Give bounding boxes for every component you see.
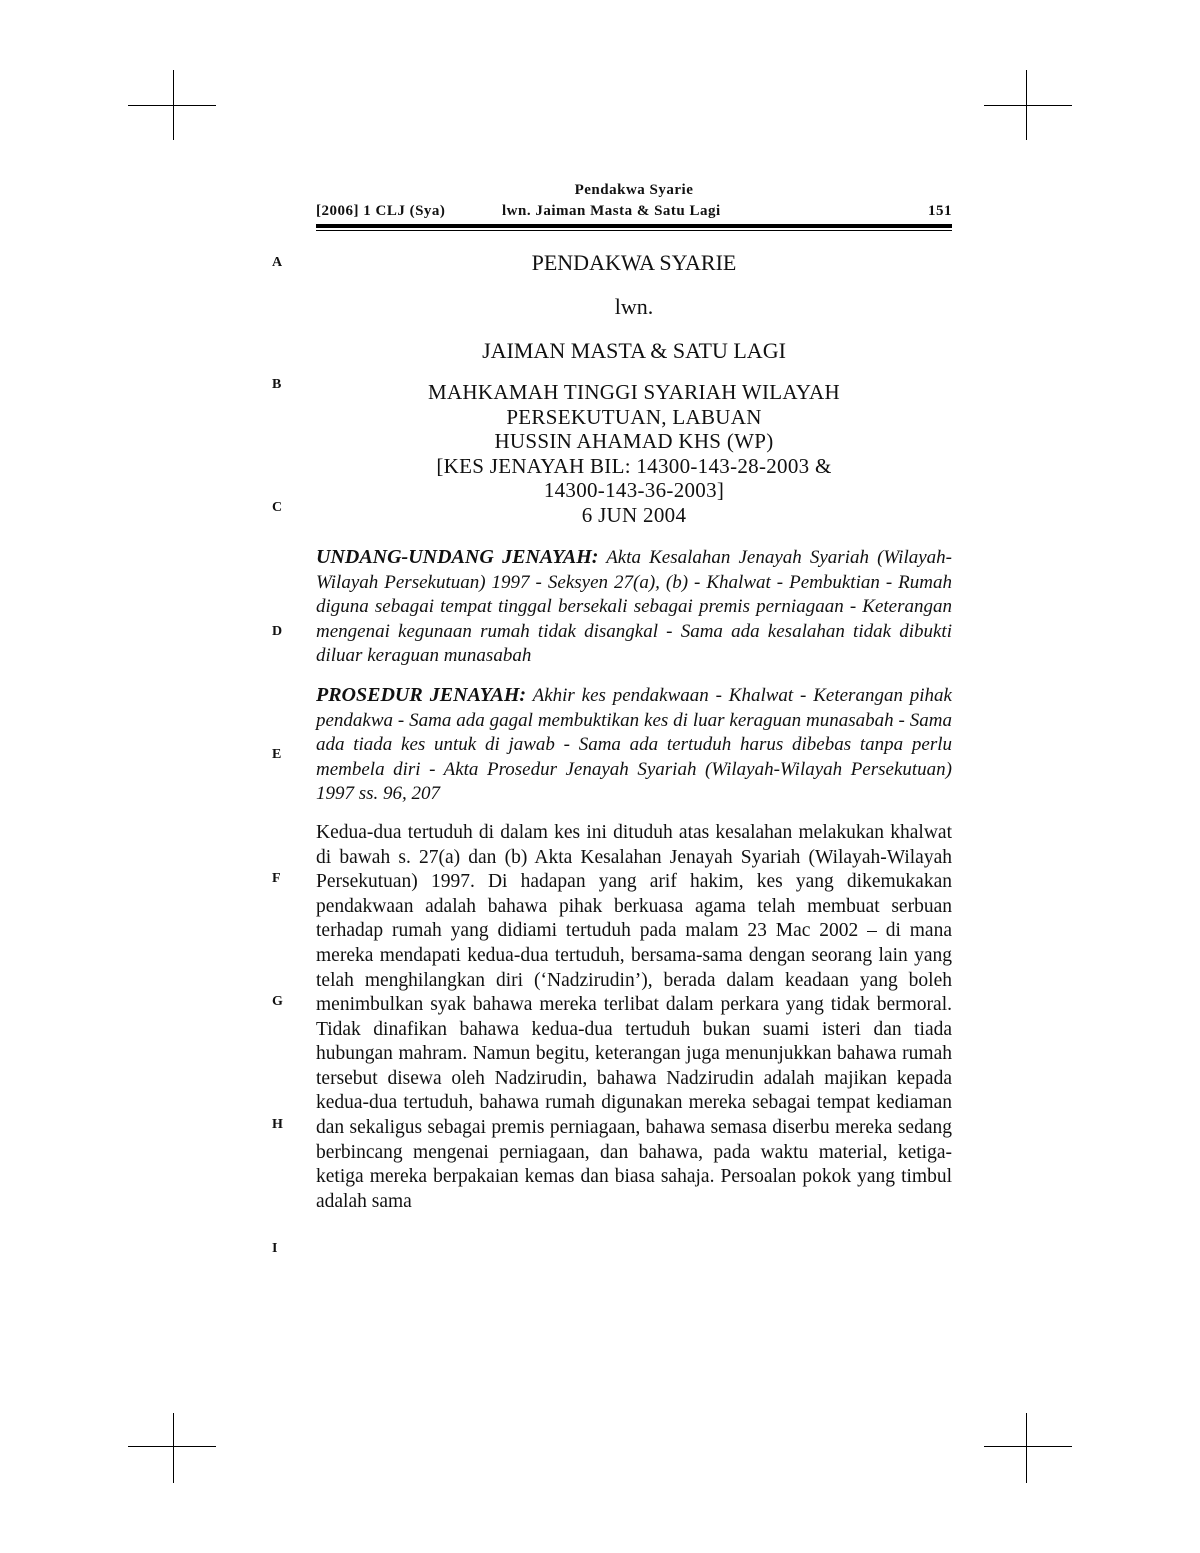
margin-letter-b: B (272, 377, 282, 392)
crop-mark-bottom-left-h (128, 1446, 216, 1447)
margin-letter-h: H (272, 1117, 283, 1132)
running-head-title: Pendakwa Syarie (574, 182, 694, 198)
catchword-text: Akta Kesalahan Jenayah Syariah (Wilayah-Wilayah Persekutuan) 1997 - Seksyen 27(a), (b) - Khalwat - Pembuktian - Rumah diguna sebagai tempat tinggal bersekali sebagai premis perniagaan - Keterangan mengenai kegunaan rumah tidak disangkal - Sama ada kesalahan tidak dibukti diluar keraguan munasabah (316, 547, 952, 667)
case-defendant: JAIMAN MASTA & SATU LAGI (482, 338, 786, 363)
case-number-line2: 14300-143-36-2003] (543, 478, 725, 502)
running-head (316, 180, 952, 222)
court-name-line2: PERSEKUTUAN, LABUAN (506, 404, 762, 429)
crop-mark-top-right-h (984, 105, 1072, 106)
catchword-text: Akhir kes pendakwaan - Khalwat - Keterangan pihak pendakwa - Sama ada gagal membuktikan kes di luar keraguan munasabah - Sama ada tiada kes untuk di jawab - Sama ada tertuduh harus dibebas tanpa perlu membela diri - Akta Prosedur Jenayah Syariah (Wilayah-Wilayah Persekutuan) 1997 ss. 96, 207 (316, 684, 952, 805)
crop-mark-top-left-h (128, 105, 216, 106)
case-versus: lwn. (614, 294, 654, 319)
running-head-parties: lwn. Jaiman Masta & Satu Lagi (502, 203, 721, 219)
margin-letter-a: A (272, 255, 283, 270)
catchword-paragraph (316, 545, 952, 669)
catchword-keyword: PROSEDUR JENAYAH: (316, 683, 527, 706)
case-plaintiff: PENDAKWA SYARIE (531, 250, 737, 275)
catchword-paragraph (316, 683, 952, 807)
margin-letter-e: E (272, 747, 282, 762)
crop-mark-top-left-v (173, 70, 174, 140)
margin-letter-g: G (272, 994, 283, 1009)
crop-mark-bottom-right-v (1026, 1413, 1027, 1483)
running-head-citation: [2006] 1 CLJ (Sya) (316, 203, 446, 219)
margin-letter-i: I (272, 1241, 278, 1256)
crop-mark-bottom-right-h (984, 1446, 1072, 1447)
case-number-line1: [KES JENAYAH BIL: 14300-143-28-2003 & (436, 453, 832, 478)
main-content (316, 246, 952, 1214)
judge-name: HUSSIN AHAMAD KHS (WP) (494, 429, 774, 453)
margin-letter-f: F (272, 871, 281, 886)
header-rule-thick (316, 224, 952, 228)
judgment-date: 6 JUN 2004 (581, 502, 687, 527)
header-rule-thin (316, 230, 952, 231)
margin-letter-c: C (272, 500, 283, 515)
margin-letter-d: D (272, 624, 283, 639)
crop-mark-bottom-left-v (173, 1413, 174, 1483)
page-number: 151 (928, 203, 952, 219)
crop-mark-top-right-v (1026, 70, 1027, 140)
catchword-keyword: UNDANG-UNDANG JENAYAH: (316, 546, 599, 568)
court-block (316, 380, 952, 527)
running-head-line (316, 200, 952, 222)
court-name-line1: MAHKAMAH TINGGI SYARIAH WILAYAH (427, 380, 840, 404)
headnote-summary: Kedua-dua tertuduh di dalam kes ini dituduh atas kesalahan melakukan khalwat di bawah s. 27(a) dan (b) Akta Kesalahan Jenayah Syariah (Wilayah-Wilayah Persekutuan) 1997. Di hadapan yang arif hakim, kes yang dikemukakan pendakwaan adalah bahawa pihak berkuasa agama telah membuat serbuan terhadap rumah yang didiami tertuduh pada malam 23 Mac 2002 – di mana mereka mendapati kedua-dua tertuduh, bersama-sama dengan seorang lain yang telah menghilangkan diri (‘Nadzirudin’), berada dalam keadaan yang boleh menimbulkan syak bahawa mereka terlibat dalam perkara yang tidak bermoral. Tidak dinafikan bahawa kedua-dua tertuduh bukan suami isteri dan tiada hubungan mahram. Namun begitu, keterangan juga menunjukkan bahawa rumah tersebut disewa oleh Nadzirudin, bahawa Nadzirudin adalah majikan kepada kedua-dua tertuduh, bahawa rumah digunakan mereka sebagai tempat kediaman dan sekaligus sebagai premis perniagaan, bahawa semasa diserbu mereka sedang berbincang mengenai perniagaan, dan bahawa, pada waktu material, ketiga-ketiga mereka berpakaian kemas dan biasa sahaja. Persoalan pokok yang timbul adalah sama (316, 821, 952, 1212)
